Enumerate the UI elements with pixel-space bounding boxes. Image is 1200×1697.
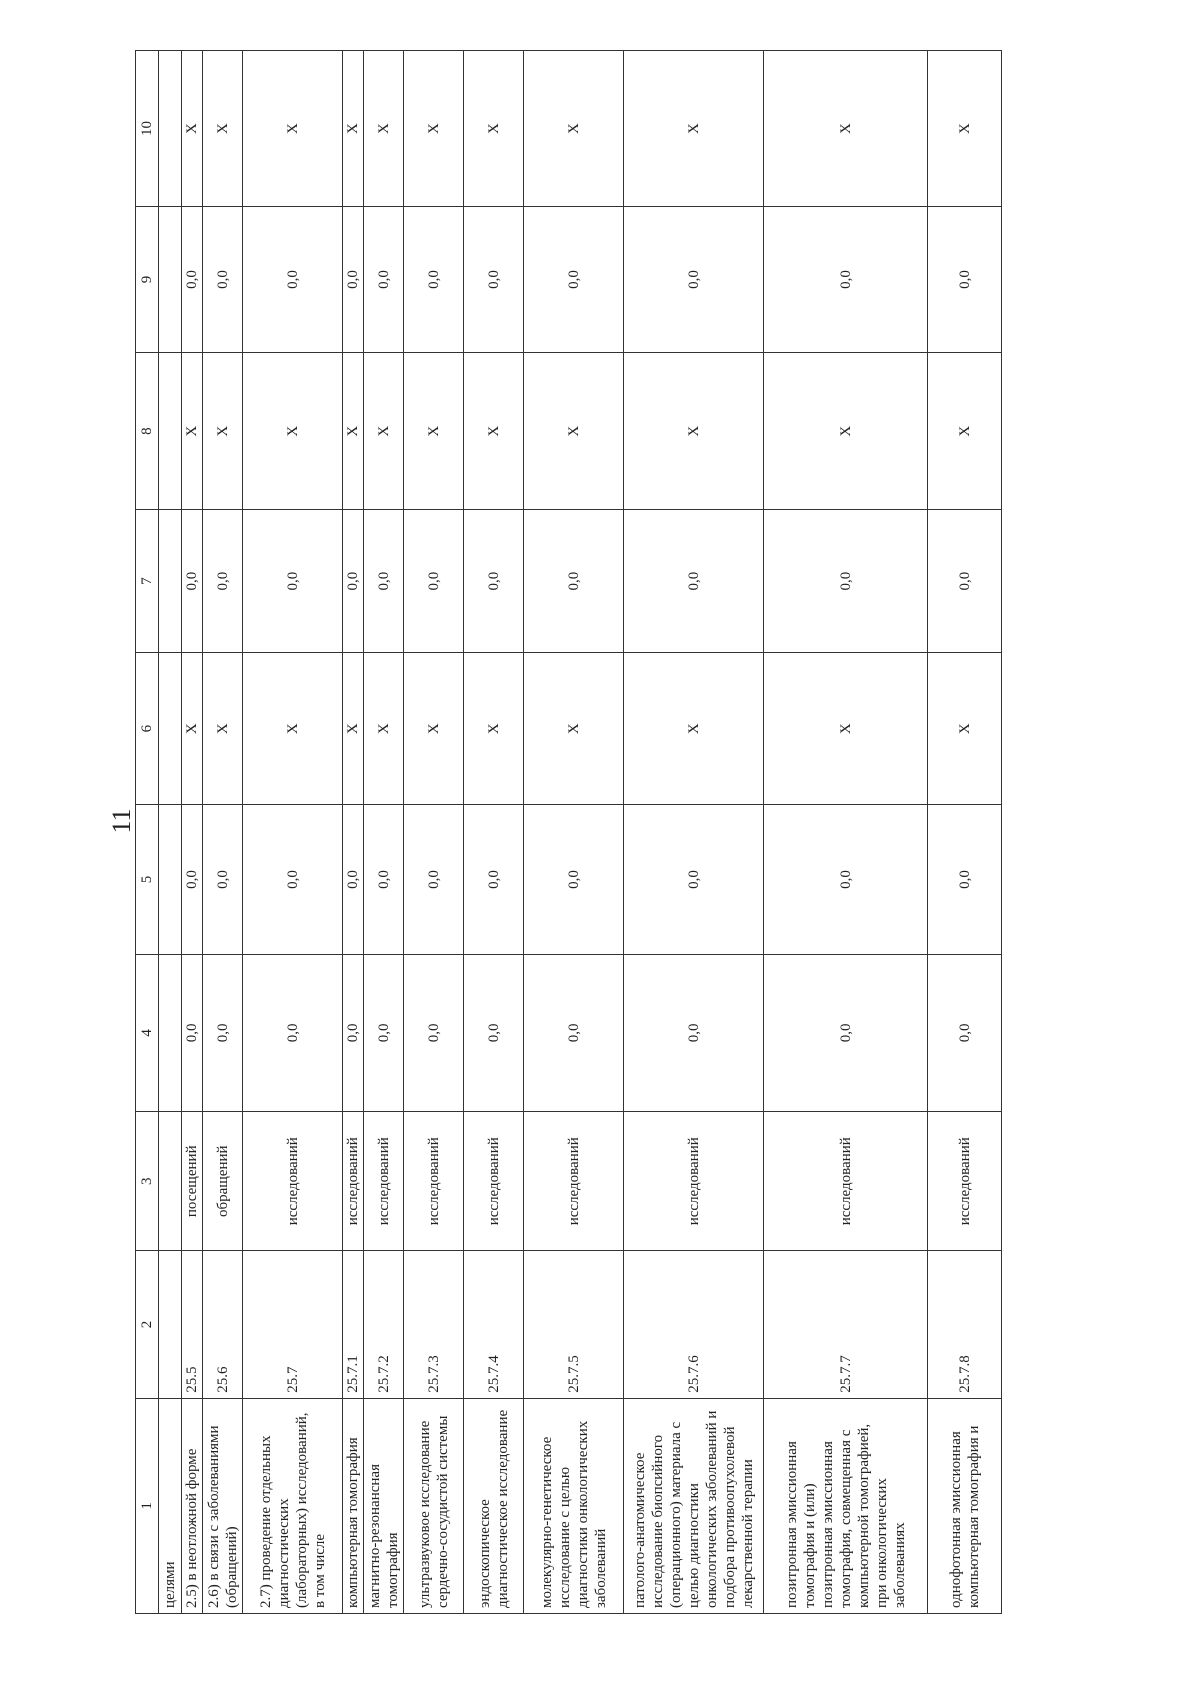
row-name-cell: магнитно-резонансная томография [364,1398,404,1613]
table-row [404,51,464,1614]
table-cell [159,652,182,805]
value-cell: X [404,652,464,805]
table-row [928,51,1002,1614]
table-body [182,51,1002,1614]
value-cell: X [928,352,1002,510]
value-cell: X [182,352,203,510]
value-cell: X [928,51,1002,207]
value-cell: 0,0 [343,954,364,1112]
value-cell: X [343,352,364,510]
data-table [135,50,1002,1614]
value-cell: 0,0 [203,805,243,954]
value-cell: X [343,51,364,207]
value-cell: 0,0 [243,805,343,954]
value-cell: X [764,652,928,805]
value-cell: 0,0 [364,805,404,954]
row-name-cell: однофотонная эмиссионная компьютерная томография и [928,1398,1002,1613]
table-row [624,51,764,1614]
continuation-row [159,51,182,1614]
value-cell: X [404,352,464,510]
value-cell: 0,0 [624,207,764,353]
value-cell: X [243,352,343,510]
value-cell: X [524,652,624,805]
value-cell: 0,0 [243,207,343,353]
page-number: 11 [107,808,136,834]
value-cell: 0,0 [764,805,928,954]
value-cell: 0,0 [524,207,624,353]
value-cell: X [182,652,203,805]
value-cell: X [624,352,764,510]
table-cell [159,510,182,652]
row-code-cell: 25.7 [243,1251,343,1398]
value-cell: 0,0 [364,207,404,353]
table-row [343,51,364,1614]
header-row [136,51,159,1614]
row-code-cell: 25.7.4 [464,1251,524,1398]
table-row [203,51,243,1614]
value-cell: X [243,652,343,805]
value-cell: 0,0 [182,510,203,652]
table-cell [159,207,182,353]
row-name-cell: 2.7) проведение отдельных диагностических (лабораторных) исследований, в том числе [243,1398,343,1613]
value-cell: 0,0 [364,510,404,652]
row-name-cell: компьютерная томография [343,1398,364,1613]
row-code-cell: 25.7.3 [404,1251,464,1398]
value-cell: 0,0 [343,510,364,652]
value-cell: 0,0 [928,805,1002,954]
value-cell: 0,0 [203,207,243,353]
value-cell: 0,0 [624,510,764,652]
value-cell: 0,0 [243,954,343,1112]
row-code-cell: 25.6 [203,1251,243,1398]
value-cell: 0,0 [203,954,243,1112]
table-row [524,51,624,1614]
value-cell: 0,0 [182,805,203,954]
value-cell: X [343,652,364,805]
value-cell: X [624,51,764,207]
table-cell [159,352,182,510]
rotated-table-container [135,50,1057,1614]
table-row [364,51,404,1614]
header-cell: 2 [136,1251,159,1398]
value-cell: 0,0 [764,207,928,353]
row-code-cell: 25.7.5 [524,1251,624,1398]
header-cell: 1 [136,1398,159,1613]
value-cell: 0,0 [624,954,764,1112]
row-name-cell: эндоскопическое диагностическое исследование [464,1398,524,1613]
value-cell: 0,0 [404,207,464,353]
value-cell: 0,0 [343,805,364,954]
table-row [464,51,524,1614]
row-unit-cell: исследований [364,1112,404,1251]
row-unit-cell: исследований [524,1112,624,1251]
value-cell: X [203,652,243,805]
value-cell: 0,0 [464,510,524,652]
table-cell [159,51,182,207]
table-row [243,51,343,1614]
value-cell: 0,0 [624,805,764,954]
value-cell: X [464,352,524,510]
header-cell: 5 [136,805,159,954]
table-cell [159,1251,182,1398]
header-cell: 7 [136,510,159,652]
value-cell: 0,0 [404,954,464,1112]
value-cell: X [764,51,928,207]
header-cell: 4 [136,954,159,1112]
value-cell: 0,0 [928,510,1002,652]
row-code-cell: 25.7.2 [364,1251,404,1398]
header-cell: 8 [136,352,159,510]
value-cell: 0,0 [182,954,203,1112]
value-cell: 0,0 [343,207,364,353]
value-cell: X [624,652,764,805]
header-cell: 3 [136,1112,159,1251]
row-unit-cell: исследований [404,1112,464,1251]
table-cell [159,1112,182,1251]
value-cell: 0,0 [404,510,464,652]
value-cell: 0,0 [243,510,343,652]
value-cell: 0,0 [764,954,928,1112]
table-cell [159,805,182,954]
value-cell: 0,0 [464,207,524,353]
row-name-cell: ультразвуковое исследование сердечно-сосудистой системы [404,1398,464,1613]
row-name-cell: позитронная эмиссионная томография и (или) позитронная эмиссионная томография, совмещенная с компьютерной томографией, при онкологических заболеваниях [764,1398,928,1613]
row-code-cell: 25.7.6 [624,1251,764,1398]
value-cell: 0,0 [928,207,1002,353]
value-cell: X [404,51,464,207]
row-code-cell: 25.7.1 [343,1251,364,1398]
header-cell: 9 [136,207,159,353]
row-name-cell: 2.6) в связи с заболеваниями (обращений) [203,1398,243,1613]
row-unit-cell: посещений [182,1112,203,1251]
value-cell: 0,0 [524,510,624,652]
row-name-cell: 2.5) в неотложной форме [182,1398,203,1613]
row-unit-cell: исследований [764,1112,928,1251]
value-cell: X [182,51,203,207]
row-unit-cell: исследований [343,1112,364,1251]
value-cell: X [464,652,524,805]
value-cell: X [524,51,624,207]
value-cell: X [524,352,624,510]
row-name-cell: патолого-анатомическое исследование биопсийного (операционного) материала с целью диагностики онкологических заболеваний и подбора противоопухолевой лекарственной терапии [624,1398,764,1613]
value-cell: 0,0 [764,510,928,652]
value-cell: X [203,352,243,510]
value-cell: 0,0 [524,805,624,954]
value-cell: 0,0 [464,954,524,1112]
header-cell: 6 [136,652,159,805]
value-cell: 0,0 [464,805,524,954]
row-code-cell: 25.5 [182,1251,203,1398]
row-unit-cell: исследований [464,1112,524,1251]
value-cell: 0,0 [928,954,1002,1112]
value-cell: X [464,51,524,207]
row-unit-cell: обращений [203,1112,243,1251]
value-cell: X [243,51,343,207]
row-unit-cell: исследований [928,1112,1002,1251]
value-cell: X [364,652,404,805]
row-name-cell: молекулярно-генетическое исследование с целью диагностики онкологических заболеваний [524,1398,624,1613]
value-cell: X [203,51,243,207]
value-cell: X [764,352,928,510]
row-code-cell: 25.7.7 [764,1251,928,1398]
value-cell: 0,0 [182,207,203,353]
row-unit-cell: исследований [243,1112,343,1251]
value-cell: 0,0 [524,954,624,1112]
row-unit-cell: исследований [624,1112,764,1251]
header-cell: 10 [136,51,159,207]
value-cell: X [364,51,404,207]
row-code-cell: 25.7.8 [928,1251,1002,1398]
value-cell: 0,0 [364,954,404,1112]
value-cell: 0,0 [203,510,243,652]
continuation-label: целями [159,1398,182,1613]
value-cell: X [364,352,404,510]
table-cell [159,954,182,1112]
table-row [182,51,203,1614]
table-row [764,51,928,1614]
value-cell: X [928,652,1002,805]
value-cell: 0,0 [404,805,464,954]
